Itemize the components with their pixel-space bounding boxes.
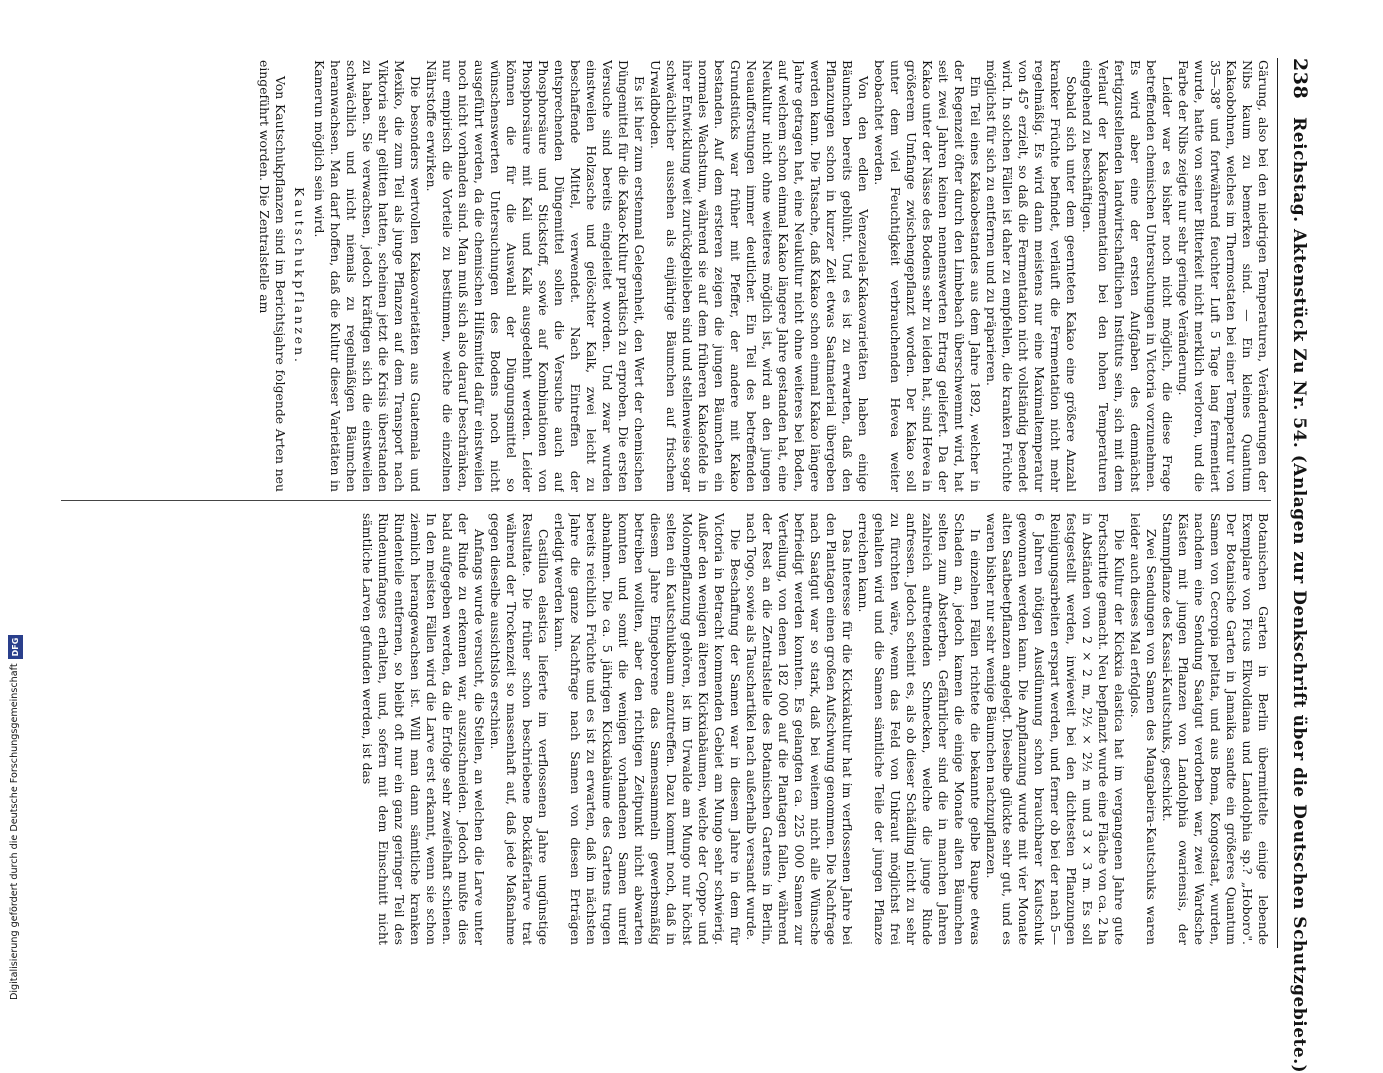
paragraph: Zwei Sendungen von Samen des Mangabeira-Kautschuks waren leider auch dieses Mal erfolglos. <box>1128 513 1159 945</box>
paragraph: Leider war es bisher noch nicht möglich, die diese Frage betreffenden chemischen Untersuchungen in Victoria vorzunehmen. Es wird aber eine der ersten Aufgaben des demnächst fertigzustellenden landwirtschaftlichen Instituts sein, sich mit dem Verlauf der Kakaofermentation bei den hohen Temperaturen eingehend zu beschäftigen. <box>1080 60 1175 492</box>
paragraph: Von den edlen Venezuela-Kakaovarietäten haben einige Bäumchen bereits geblüht. Und es ist zu erwarten, daß den Pflanzungen schon in kurzer Zeit etwas Saatmaterial übergeben werden kann. Die Tatsache, daß Kakao schon einmal Kakao längere Jahre getragen hat, eine Neukultur nicht ohne weiteres bei Boden, auf welchem schon einmal Kakao längere Jahre gestanden hat, eine Neukultur nicht ohne weiteres möglich ist, wird an den jungen Neuaufforstungen immer deutlicher. Ein Teil des betreffenden Grundstücks war früher mit Pfeffer, der andere mit Kakao bestanden. Auf dem ersteren zeigen die jungen Bäumchen ein normales Wachstum, während sie auf dem früheren Kakaofelde in ihrer Entwicklung weit zurückgeblieben sind und stellenweise sogar schwächlicher aussehen als einjährige Bäumchen auf frischem Urwaldboden. <box>648 60 871 492</box>
header-title: Reichstag. Aktenstück Zu Nr. 54. (Anlagen zur Denkschrift über die Deutschen Schutzgebiete.) <box>1289 117 1309 1073</box>
paragraph: In einzelnen Fällen richtete die bekannte gelbe Raupe etwas Schaden an, jedoch kamen die einige Monate alten Bäumchen selten zum Absterben. Gefährlicher sind die in manchen Jahren zahlreich auftretenden Schnecken, welche die junge Rinde anfressen. Jedoch scheint es, als ob dieser Schädling nicht zu sehr zu fürchten wäre, wenn das Feld von Unkraut möglichst frei gehalten wird und die Samen sämtliche Teile der jungen Pflanze erreichen kann. <box>856 513 983 945</box>
paragraph: Anfangs wurde versucht, die Stellen, an welchen die Larve unter der Rinde zu erkennen war, auszuschneiden. Jedoch mußte dies bald aufgegeben werden, da die Erfolge sehr zweifelhaft schienen. In den meisten Fällen wird die Larve erst erkannt, wenn sie schon ziemlich herangewachsen ist. Will man dann sämtliche kranken Rindenteile entfernen, so bleibt oft nur ein ganz geringer Teil des Rindenumfanges erhalten, und, sofern mit dem Einschnitt nicht sämtliche Larven gefunden werden, ist das <box>360 513 487 945</box>
paragraph: Von Kautschukpflanzen sind im Berichtsjahre folgende Arten neu eingeführt worden. Die Zentralstelle am <box>257 60 288 492</box>
header-rule <box>1277 58 1278 948</box>
paragraph: Sobald sich unter dem geernteten Kakao eine größere Anzahl kranker Früchte befindet, verläuft die Fermentation nicht mehr regelmäßig. Es wird dann meistens nur eine Maximaltemperatur von 45° erzielt, so daß die Fermentation nicht vollständig beendet wird. In solchen Fällen ist daher zu empfehlen, die kranken Früchte möglichst für sich zu entfernen und zu präparieren. <box>984 60 1079 492</box>
page-number: 238 <box>1289 58 1311 100</box>
paragraph: Es ist hier zum erstenmal Gelegenheit, den Wert der chemischen Düngemittel für die Kakao-Kultur praktisch zu erproben. Die ersten Versuche sind bereits eingeleitet worden. Und zwar wurden einstweilen Holzasche und gelöschter Kalk, zwei leicht zu beschaffende Mittel, verwendet. Nach Eintreffen der entsprechenden Düngemittel sollen die Versuche auch auf Phosphorsäure und Stickstoff, sowie auf Kombinationen von Phosphorsäure mit Kali und Kalk ausgedehnt werden. Leider können die für die Auswahl der Düngungsmittel so wünschenswerten Untersuchungen des Bodens noch nicht ausgeführt werden, da die chemischen Hilfsmittel dafür einstweilen noch nicht vorhanden sind. Man muß sich also darauf beschränken, nur empirisch die Vorteile zu bestimmen, welche die einzelnen Nährstoffe erwirken. <box>424 60 647 492</box>
paragraph: Gärung, also bei den niedrigen Temperaturen, Veränderungen der Nibs kaum zu bemerken sind. — Ein kleines Quantum Kakaobohnen, welches im Thermostaten bei einer Temperatur von 35—38° und fortwährend feuchter Luft 5 Tage lang fermentiert wurde, hatte von seiner Bitterkeit nicht merklich verloren, und die Farbe der Nibs zeigte nur sehr geringe Veränderung. <box>1176 60 1271 492</box>
digitization-credit <box>2 600 24 1000</box>
credit-text: Digitalisierung gefördert durch die Deutsche Forschungsgemeinschaft <box>9 663 20 1000</box>
right-column <box>61 513 1271 945</box>
paragraph: Die Kultur der Kickxia elastica hat im vergangenen Jahre gute Fortschritte gemacht. Neu bepflanzt wurde eine Fläche von ca. 2 ha in Abständen von 2 × 2 m, 2½ × 2½ m und 3 × 3 m. Es soll festgestellt werden, inwieweit bei den dichtesten Pflanzungen Reinigungsarbeiten erspart werden, und ferner ob bei der nach 5—6 Jahren nötigen Ausdünnung schon brauchbarer Kautschuk gewonnen werden kann. Die Anpflanzung wurde mit vier Monate alten Saatbeetpflanzen angelegt. Dieselbe glückte sehr gut, und es waren bisher nur sehr wenige Bäumchen nachzupflanzen. <box>984 513 1127 945</box>
section-heading: Kautschukpflanzen. <box>292 187 307 365</box>
paragraph: Ein Teil eines Kakaobestandes aus dem Jahre 1892, welcher in der Regenzeit öfter durch den Limbebach überschwemmt wird, hat seit zwei Jahren keinen nennenswerten Ertrag geliefert. Da der Kakao unter der Nässe des Bodens sehr zu leiden hat, sind Hevea in größerem Umfange zwischengepflanzt worden. Der Kakao soll unter dem viel Feuchtigkeit verbrauchenden Hevea weiter beobachtet werden. <box>872 60 983 492</box>
dfg-logo: DFG <box>8 635 23 660</box>
paragraph: Castilloa elastica lieferte im verflossenen Jahre ungünstige Resultate. Die früher schon beschriebene Bockkäferlarve trat während der Trockenzeit so massenhaft auf, daß jede Maßnahme gegen dieselbe aussichtslos erschien. <box>488 513 551 945</box>
paragraph: Das Interesse für die Kickxiakultur hat im verflossenen Jahre bei den Plantagen einen großen Aufschwung genommen. Die Nachfrage nach Saatgut war so stark, daß bei weitem nicht alle Wünsche befriedigt werden konnten. Es gelangten ca. 225 000 Samen zur Verteilung, von denen 182 000 auf die Plantagen fallen, während der Rest an die Zentralstelle des Botanischen Gartens in Berlin, nach Togo, sowie als Tauschartikel nach außerhalb versandt wurde. <box>744 513 855 945</box>
paragraph: Die besonders wertvollen Kakaovarietäten aus Guatemala und Mexiko, die zum Teil als junge Pflanzen auf dem Transport nach Viktoria sehr gelitten hatten, scheinen jetzt die Krisis überstanden zu haben. Sie verwachsen, jedoch kräftigen sich die einstweilen schwächlich und nicht niemals zu regelmäßigen Bäumchen heranwachsen. Man darf hoffen, daß die Kultur dieser Varietäten in Kamerun möglich sein wird. <box>312 60 423 492</box>
paragraph: Die Beschaffung der Samen war in diesem Jahre in dem für Victoria in Betracht kommenden Gebiet am Mungo sehr schwierig. Außer den wenigen älteren Kickxiabäumen, welche der Coppo- und Molomepflanzung gehören, ist im Urwalde am Mungo nur höchst selten ein Kautschukbaum anzutreffen. Dazu kommt noch, daß in diesem Jahre Eingeborene das Samensammeln gewerbsmäßig betreiben wollten, aber den richtigen Zeitpunkt nicht abwarten konnten und somit die wenigen vorhandenen Samen unreif abnahmen. Die ca. 5 jährigen Kickxiabäume des Gartens trugen bereits reichlich Früchte und es ist zu erwarten, daß im nächsten Jahre die ganze Nachfrage nach Samen von diesen Erträgen erledigt werden kann. <box>552 513 743 945</box>
left-column <box>61 60 1271 492</box>
paragraph: Botanischen Garten in Berlin übermittelte einige lebende Exemplare von Ficus Elkvoldiana und Landolphia sp.? „Hoboro". Der Botanische Garten in Jamaika sandte ein größeres Quantum Samen von Cecropia peltata, und aus Boma, Kongostaat, wurden, nachdem eine Sendung Saatgut verdorben war, zwei Wardsche Kästen mit jungen Pflanzen von Landolphia owariensis, der Stammpflanze des Kassai-Kautschuks, geschickt. <box>1160 513 1271 945</box>
column-divider <box>61 500 1271 501</box>
running-head <box>1281 58 1311 1073</box>
